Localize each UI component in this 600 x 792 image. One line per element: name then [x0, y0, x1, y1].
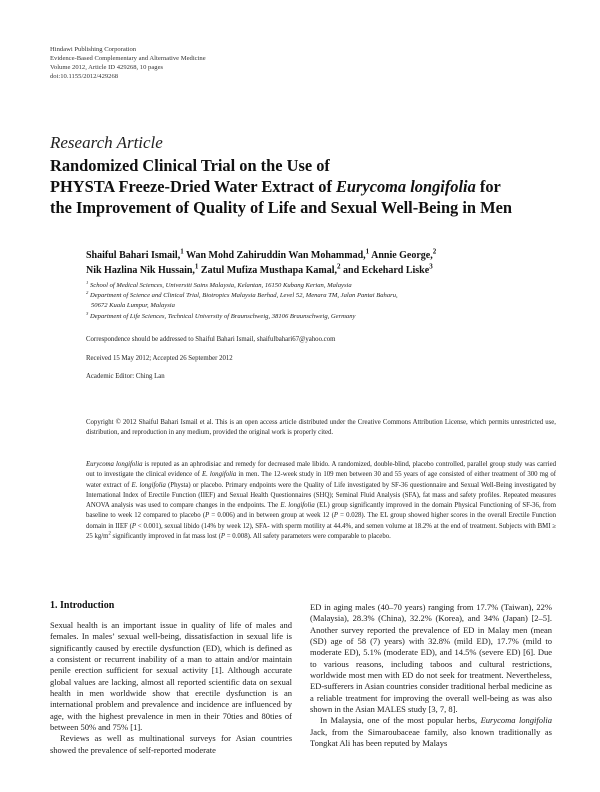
- author: Annie George,$^2$: [371, 247, 437, 261]
- author: Wan Mohd Zahiruddin Wan Mohammad,$^1$: [186, 247, 370, 261]
- affiliation-2-cont: 50672 Kuala Lumpur, Malaysia: [91, 302, 175, 310]
- section-heading-introduction: 1. Introduction: [50, 600, 115, 611]
- doi: doi:10.1155/2012/429268: [50, 73, 119, 80]
- paragraph: In Malaysia, one of the most popular herbs, Eurycoma longifolia Jack, from the Simaroubaceae family, also known traditionally as Tongkat Ali has been reputed by Malays: [310, 715, 552, 749]
- author: Shaiful Bahari Ismail,$^1$: [86, 247, 184, 261]
- title-line-2: PHYSTA Freeze-Dried Water Extract of Eurycoma longifolia for: [50, 177, 501, 196]
- received-dates: Received 15 May 2012; Accepted 26 September 2012: [86, 355, 233, 362]
- body-column-left: [50, 620, 292, 756]
- copyright-notice: Copyright © 2012 Shaiful Bahari Ismail et al. This is an open access article distributed under the Creative Commons Attribution License, which permits unrestricted use, distribution, and reproduction in any medium, provided the original work is properly cited.: [86, 419, 556, 437]
- academic-editor: Academic Editor: Ching Lan: [86, 373, 165, 380]
- affiliations: [86, 281, 556, 322]
- paragraph: ED in aging males (40–70 years) ranging from 17.7% (Taiwan), 22% (Malaysia), 28.3% (China), 32.2% (Korea), and 34% (Japan) [2–5]. Another survey reported the prevalence of ED in Malay men (mean (SD) age of 58 (7) years) with 32.8% (mild ED), 17.7% (mild to moderate ED), 5.1% (moderate ED), and 14.5% (severe ED) [6]. Due to various reasons, including taboos and cultural restrictions, worldwide most men with ED do not seek for treatment. Nevertheless, ED-sufferers in Asian countries consider traditional herbal medicine as a reliable treatment for improving the overall well-being as was also shown in the Asian MALES study [3, 7, 8].: [310, 602, 552, 715]
- publisher: Hindawi Publishing Corporation: [50, 46, 137, 53]
- journal-header: [50, 45, 206, 81]
- author-list: [86, 248, 556, 278]
- affiliation-3: $^3$ Department of Life Sciences, Technical University of Braunschweig, 38106 Braunschweig, Germany: [86, 310, 356, 320]
- article-type: Research Article: [50, 133, 163, 152]
- paragraph: Reviews as well as multinational surveys for Asian countries showed the prevalence of self-reported moderate: [50, 733, 292, 755]
- title-line-3: the Improvement of Quality of Life and Sexual Well-Being in Men: [50, 198, 512, 217]
- species-name: Eurycoma longifolia: [336, 177, 476, 196]
- title-line-1: Randomized Clinical Trial on the Use of: [50, 156, 330, 175]
- volume-info: Volume 2012, Article ID 429268, 10 pages: [50, 64, 164, 71]
- affiliation-2: $^2$ Department of Science and Clinical Trial, Biotropics Malaysia Berhad, Level 52, Menara TM, Jalan Pantai Baharu,: [86, 290, 398, 300]
- author: Nik Hazlina Nik Hussain,$^1$: [86, 262, 199, 276]
- article-title: [50, 155, 560, 218]
- correspondence: Correspondence should be addressed to Shaiful Bahari Ismail, shaifulbahari67@yahoo.com: [86, 336, 336, 343]
- affiliation-1: $^1$ School of Medical Sciences, Universiti Sains Malaysia, Kelantan, 16150 Kubang Kerian, Malaysia: [86, 279, 352, 289]
- journal-name: Evidence-Based Complementary and Alternative Medicine: [50, 55, 206, 62]
- author: and Eckehard Liske$^3$: [343, 262, 433, 276]
- author: Zatul Mufiza Musthapa Kamal,$^2$: [200, 262, 341, 276]
- paragraph: Sexual health is an important issue in quality of life of males and females. In males’ sexual well-being, dissatisfaction in sexual life is significantly caused by erectile dysfunction (ED), which is defined as a consistent or recurrent inability of a man to attain and/or maintain penile erection sufficient for sexual activity [1]. Although accurate global values are lacking, almost all reported scientific data on sexual health in men worldwide show that erectile dysfunction is an international problem and prevalence and incidence are influenced by age, with the highest prevalence in men in their 70ties and 80ties of between 50% and 75% [1].: [50, 620, 292, 733]
- abstract: Eurycoma longifolia is reputed as an aphrodisiac and remedy for decreased male libido. A randomized, double-blind, placebo controlled, parallel group study was carried out to investigate the clinical evidence of E. longifolia in men. The 12-week study in 109 men between 30 and 55 years of age consisted of either treatment of 300 mg of water extract of E. longifolia (Physta) or placebo. Primary endpoints were the Quality of Life investigated by SF-36 questionnaire and Sexual Well-Being investigated by International Index of Erectile Function (IIEF) and Sexual Health Questionnaires (SHQ); Seminal Fluid Analysis (SFA), fat mass and safety profiles. Repeated measures ANOVA analysis was used to compare changes in the endpoints. The E. longifolia (EL) group significantly improved in the domain Physical Functioning of SF-36, from baseline to week 12 compared to placebo (P = 0.006) and in between group at week 12 (P = 0.028). The EL group showed higher scores in the overall Erectile Function domain in IIEF (P < 0.001), sexual libido (14% by week 12), SFA- with sperm motility at 44.4%, and semen volume at 18.2% at the end of treatment. Subjects with BMI ≥ 25 $kg/m^2$ significantly improved in fat mass lost (P = 0.008). All safety parameters were comparable to placebo.: [86, 461, 557, 540]
- body-column-right: [310, 602, 552, 749]
